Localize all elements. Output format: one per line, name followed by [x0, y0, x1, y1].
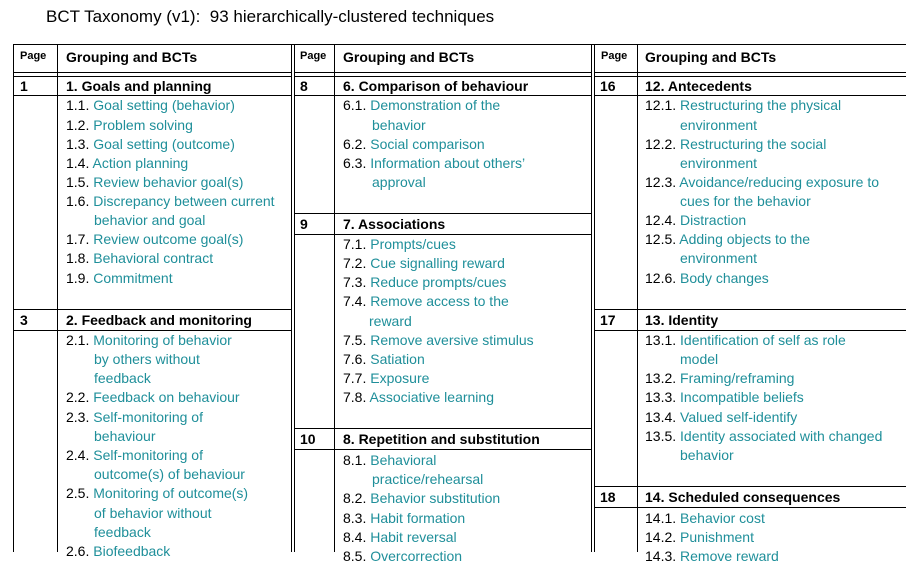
bct-item: 12.3. Avoidance/reducing exposure to	[645, 174, 880, 190]
group-title: 14. Scheduled consequences	[645, 489, 841, 505]
bct-item-continuation: behavior and goal	[94, 212, 206, 228]
bct-item: 6.2. Social comparison	[343, 136, 485, 152]
bct-item: 8.5. Overcorrection	[343, 548, 463, 564]
bct-item: 6.3. Information about others’	[343, 155, 526, 171]
bct-item: 2.3. Self-monitoring of	[66, 409, 203, 425]
bct-item: 7.6. Satiation	[343, 351, 425, 367]
bct-item: 13.1. Identification of self as role	[645, 332, 846, 348]
group-title: 13. Identity	[645, 312, 719, 328]
page-header-3: Page	[601, 50, 628, 62]
bct-item: 2.6. Biofeedback	[66, 543, 171, 559]
group-title: 2. Feedback and monitoring	[66, 312, 252, 328]
bct-item: 8.2. Behavior substitution	[343, 490, 501, 506]
bct-item: 7.4. Remove access to the	[343, 293, 509, 309]
bct-item: 14.2. Punishment	[645, 529, 754, 545]
page-header-2: Page	[300, 50, 327, 62]
bct-item: 1.4. Action planning	[66, 155, 189, 171]
bct-item: 12.4. Distraction	[645, 212, 747, 228]
bct-item: 12.2. Restructuring the social	[645, 136, 827, 152]
bct-item-continuation: outcome(s) of behaviour	[94, 466, 245, 482]
bct-item: 7.3. Reduce prompts/cues	[343, 274, 507, 290]
bct-item-continuation: behavior	[680, 447, 734, 463]
bct-item: 12.5. Adding objects to the	[645, 231, 811, 247]
bct-item: 2.4. Self-monitoring of	[66, 447, 203, 463]
bct-item: 13.2. Framing/reframing	[645, 370, 795, 386]
bct-item: 12.6. Body changes	[645, 270, 769, 286]
bct-item-continuation: reward	[369, 313, 412, 329]
bct-item: 1.8. Behavioral contract	[66, 250, 214, 266]
bct-item: 12.1. Restructuring the physical	[645, 97, 842, 113]
group-title: 6. Comparison of behaviour	[343, 78, 529, 94]
group-page-number: 10	[300, 431, 316, 447]
bct-item: 6.1. Demonstration of the	[343, 97, 501, 113]
group-page-number: 9	[300, 216, 308, 232]
bct-item-continuation: behavior	[372, 117, 426, 133]
bct-item: 7.7. Exposure	[343, 370, 430, 386]
group-page-number: 3	[20, 312, 28, 328]
bct-item: 2.5. Monitoring of outcome(s)	[66, 485, 249, 501]
group-page-number: 16	[600, 78, 616, 94]
bct-item-continuation: feedback	[94, 370, 151, 386]
bct-item: 2.2. Feedback on behaviour	[66, 389, 240, 405]
bct-item: 7.1. Prompts/cues	[343, 236, 456, 252]
bct-item-continuation: model	[680, 351, 719, 367]
bct-item-continuation: practice/rehearsal	[372, 471, 484, 487]
bct-item: 14.3. Remove reward	[645, 548, 779, 564]
bct-item: 13.5. Identity associated with changed	[645, 428, 883, 444]
bct-item: 1.2. Problem solving	[66, 117, 193, 133]
bct-item-continuation: by others without	[94, 351, 200, 367]
grouping-header-1: Grouping and BCTs	[66, 49, 198, 65]
group-title: 1. Goals and planning	[66, 78, 212, 94]
page-header-1: Page	[20, 50, 47, 62]
group-page-number: 18	[600, 489, 616, 505]
bct-item: 1.7. Review outcome goal(s)	[66, 231, 244, 247]
group-page-number: 8	[300, 78, 308, 94]
bct-item: 13.4. Valued self-identify	[645, 409, 798, 425]
bct-item-continuation: cues for the behavior	[680, 193, 811, 209]
bct-item-continuation: feedback	[94, 524, 151, 540]
bct-item-continuation: approval	[372, 174, 426, 190]
group-page-number: 1	[20, 78, 28, 94]
bct-item-continuation: of behavior without	[94, 505, 212, 521]
group-title: 12. Antecedents	[645, 78, 752, 94]
bct-item: 7.8. Associative learning	[343, 389, 494, 405]
grouping-header-3: Grouping and BCTs	[645, 49, 777, 65]
bct-item: 1.1. Goal setting (behavior)	[66, 97, 235, 113]
bct-item: 2.1. Monitoring of behavior	[66, 332, 232, 348]
bct-item: 8.3. Habit formation	[343, 510, 466, 526]
bct-item: 1.3. Goal setting (outcome)	[66, 136, 235, 152]
bct-item-continuation: environment	[680, 250, 758, 266]
bct-item: 8.4. Habit reversal	[343, 529, 457, 545]
bct-item: 13.3. Incompatible beliefs	[645, 389, 804, 405]
grouping-header-2: Grouping and BCTs	[343, 49, 475, 65]
document-title: BCT Taxonomy (v1): 93 hierarchically-clustered techniques	[46, 7, 495, 26]
bct-item-continuation: behaviour	[94, 428, 156, 444]
group-title: 8. Repetition and substitution	[343, 431, 540, 447]
group-title: 7. Associations	[343, 216, 446, 232]
bct-item: 1.6. Discrepancy between current	[66, 193, 275, 209]
bct-item: 1.5. Review behavior goal(s)	[66, 174, 244, 190]
bct-item: 7.5. Remove aversive stimulus	[343, 332, 534, 348]
bct-item: 14.1. Behavior cost	[645, 510, 765, 526]
bct-item: 8.1. Behavioral	[343, 452, 437, 468]
group-page-number: 17	[600, 312, 616, 328]
bct-item-continuation: environment	[680, 155, 758, 171]
bct-item: 1.9. Commitment	[66, 270, 173, 286]
bct-item-continuation: environment	[680, 117, 758, 133]
bct-item: 7.2. Cue signalling reward	[343, 255, 505, 271]
